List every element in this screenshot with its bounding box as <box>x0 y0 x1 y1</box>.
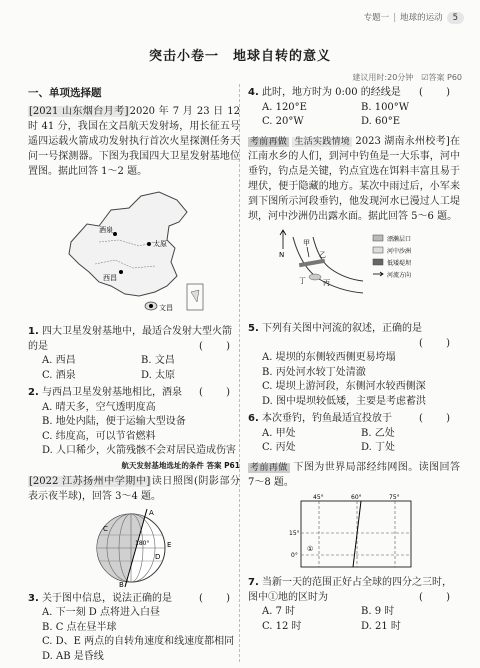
option[interactable]: A. 下一刻 D 点将进入白昼 <box>42 607 160 619</box>
question-7-options <box>248 605 460 634</box>
intro-1-source: [2021 山东烟台月考] <box>29 106 129 118</box>
question-3-options <box>28 606 240 664</box>
legend-2: 河中沙洲 <box>387 248 412 255</box>
point-e: E <box>167 540 172 549</box>
option[interactable]: B. 丙处河水较丁处清澈 <box>262 366 366 378</box>
option[interactable]: D. 丁处 <box>361 442 396 453</box>
option[interactable]: D. 60°E <box>361 116 401 127</box>
time-answer-meta <box>352 72 462 84</box>
intro-3-context-tag: 生活实践情境 <box>294 136 350 147</box>
label-xichang: 西昌 <box>103 274 117 283</box>
option[interactable]: A. 西昌 <box>42 355 76 367</box>
xichang-dot <box>119 270 123 274</box>
option[interactable]: B. 地处内陆，便于运输大型设备 <box>42 416 186 428</box>
option[interactable]: C. 12 时 <box>262 620 302 632</box>
option[interactable]: D. 图中堤坝较低矮，主要是考虑蓄洪 <box>262 395 427 407</box>
question-6: 6. 本次垂钓，钓鱼最适宜投放于 ( ) <box>248 412 460 427</box>
option[interactable]: B. 文昌 <box>141 355 175 367</box>
page-header <box>364 12 464 24</box>
lon-75: 75° <box>389 494 400 501</box>
question-3: 3. 关于图中信息，说法正确的是 ( ) <box>28 592 240 607</box>
option[interactable]: A. 120°E <box>262 101 307 113</box>
answer-ref: ☑答案 P60 <box>421 73 462 82</box>
option[interactable]: D. 太原 <box>141 369 176 381</box>
china-outline <box>69 192 187 296</box>
option[interactable]: C. 纬度高，可以节省燃料 <box>42 430 156 442</box>
label-jia: 甲 <box>303 239 310 247</box>
label-wenchang: 文昌 <box>159 304 173 313</box>
header-chapter: 专题一 <box>363 13 390 23</box>
answer-note: 航天发射基地选址的条件 答案 P61 <box>121 460 240 470</box>
option[interactable]: C. D、E 两点的自转角速度和线速度都相同 <box>42 636 235 648</box>
question-6-options <box>248 427 460 456</box>
intro-4: 考前再做 下图为世界局部经纬网图。读图回答 7～8 题。 <box>248 461 460 488</box>
legend-3: 低矮堤坝 <box>387 260 412 267</box>
intro-2: [2022 江苏扬州中学期中]读日照图(阴影部分表示夜半球)，回答 3～4 题。 <box>28 475 240 502</box>
answer-paren: ( ) <box>419 337 460 349</box>
option[interactable]: A. 甲处 <box>262 427 296 439</box>
taiyuan-dot <box>147 242 151 246</box>
answer-paren: ( ) <box>199 592 240 604</box>
legend-1: 漂濑层口 <box>387 236 412 243</box>
wenchang-dot <box>149 304 153 308</box>
point-a: A <box>149 508 154 517</box>
right-column <box>248 86 460 634</box>
option[interactable]: D. 人口稀少，火箭残骸不会对居民造成伤害 <box>42 445 237 457</box>
question-7: 7. 当新一天的范围正好占全球的四分之三时，图中①地的区时为 ( ) <box>248 576 460 605</box>
lat-lon-grid-diagram <box>289 493 419 573</box>
option[interactable]: C. 丙处 <box>262 442 296 453</box>
question-5-options <box>248 351 460 409</box>
question-4-options <box>248 101 460 130</box>
question-4: 4. 此时，地方时为 0:00 的经线是 ( ) <box>248 86 460 101</box>
jiuquan-dot <box>113 232 117 236</box>
option[interactable]: A. 晴天多，空气透明度高 <box>42 401 156 413</box>
left-column <box>28 86 240 664</box>
north-label: N <box>279 251 285 259</box>
question-1-options <box>28 354 240 383</box>
label-bing: 丙 <box>323 279 330 287</box>
question-2-options <box>28 401 240 459</box>
header-topic: 地球的运动 <box>400 13 443 23</box>
option[interactable]: C. 酒泉 <box>42 369 76 381</box>
intro-3: 考前再做 生活实践情境 2023 湖南永州校考]在江南水乡的人们，到河中钓鱼是一大乐事，河中垂钓，钓点是关键，钓点宜选在饵料丰富且易于埋伏，便于隐藏的地方。某次中雨过后，小军来到下图所示河段垂钓，他发现河水已漫过人工堤坝，河中沙洲仍出露水面。据此回答 5～6 题。 <box>248 135 460 222</box>
page-number-badge: 5 <box>447 12 464 24</box>
lon-45: 45° <box>313 494 324 501</box>
lat-15: 15° <box>289 530 300 537</box>
river-dam-diagram <box>279 227 429 319</box>
option[interactable]: D. AB 是昏线 <box>42 650 104 662</box>
answer-paren: ( ) <box>419 591 460 603</box>
suggested-time: 建议用时:20分钟 <box>352 73 414 82</box>
intro-3-tag: 考前再做 <box>250 136 288 147</box>
header-separator: | <box>393 13 397 23</box>
option[interactable]: A. 堤坝的东侧较西侧更易垮塌 <box>262 352 396 363</box>
intro-2-source: [2022 江苏扬州中学期中] <box>29 475 151 487</box>
option[interactable]: A. 7 时 <box>262 606 296 617</box>
option[interactable]: C. 20°W <box>262 116 304 127</box>
question-5: 5. 下列有关图中河流的叙述，正确的是 ( ) <box>248 322 460 337</box>
answer-paren: ( ) <box>419 413 460 424</box>
legend-4: 河流方向 <box>387 272 412 279</box>
point-d: D <box>155 552 161 561</box>
option[interactable]: D. 21 时 <box>361 620 401 632</box>
option[interactable]: C. 堤坝上游河段，东侧河水较西侧深 <box>262 381 426 392</box>
lat-0: 0° <box>291 552 298 559</box>
answer-paren: ( ) <box>419 87 460 98</box>
label-taiyuan: 太原 <box>153 240 167 249</box>
china-launch-sites-map <box>59 182 209 322</box>
point-b: B <box>119 580 124 589</box>
intro-1-text: 2020 年 7 月 23 日 12 时 41 分，我国在文昌航天发射场，用长征五号遥四运载火箭成功发射执行首次火星探测任务天问一号探测器。下图为我国四大卫星发射基地位置图。据此回答 1～2 题。 <box>28 106 240 178</box>
section-heading: 一、单项选择题 <box>28 87 102 99</box>
answer-paren: ( ) <box>199 387 240 399</box>
option[interactable]: B. 9 时 <box>361 606 395 617</box>
sunlight-globe-diagram <box>69 507 199 589</box>
label-yi: 乙 <box>319 251 326 259</box>
label-jiuquan: 酒泉 <box>99 226 113 235</box>
option[interactable]: B. 乙处 <box>361 427 395 439</box>
question-1: 1. 四大卫星发射基地中，最适合发射大型火箭的是 ( ) <box>28 325 240 354</box>
point-c: C <box>103 524 108 533</box>
question-2: 2. 与西昌卫星发射基地相比，酒泉 ( ) <box>28 386 240 401</box>
intro-1 <box>28 104 240 179</box>
point-1: ① <box>307 545 314 553</box>
answer-paren: ( ) <box>199 340 240 352</box>
option[interactable]: B. 100°W <box>361 101 410 113</box>
option[interactable]: B. C 点在昼半球 <box>42 621 117 633</box>
page-title: 突击小卷一 地球自转的意义 <box>148 49 331 64</box>
intro-4-tag: 考前再做 <box>250 462 288 473</box>
label-ding: 丁 <box>299 277 306 285</box>
lon-180: 180° <box>135 539 150 547</box>
lon-60: 60° <box>351 494 362 501</box>
